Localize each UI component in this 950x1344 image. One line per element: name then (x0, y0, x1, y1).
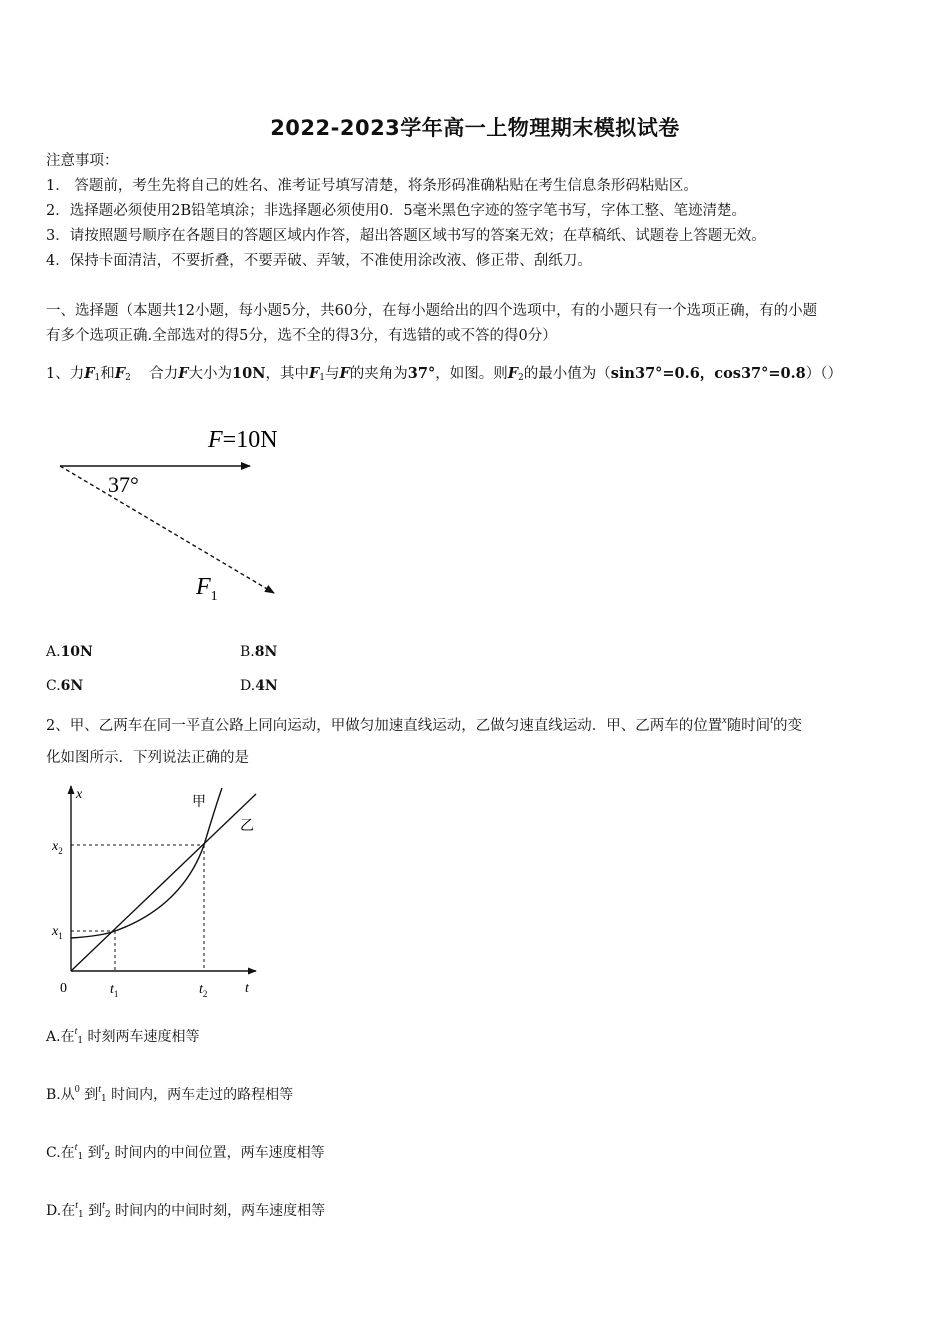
option-sym1: t (74, 1142, 78, 1153)
q2-x-symbol: x (722, 715, 727, 726)
force-f1-label: $F_1$ (196, 574, 218, 604)
origin-label: 0 (60, 981, 67, 996)
q1-f2b-sub: 2 (518, 373, 524, 383)
option-value: 6N (60, 678, 84, 694)
q2-option-a[interactable] (46, 1026, 200, 1046)
option-value: 8N (254, 644, 278, 660)
q2-text-c: 的变 (772, 718, 802, 734)
q1-magnitude: 10N (232, 365, 266, 382)
force-diagram (40, 410, 320, 610)
car-b-label: 乙 (240, 819, 254, 834)
q1-text6: ，如图。则 (435, 366, 508, 382)
q1-text3: ，其中 (265, 366, 309, 382)
q1-f2: F (114, 365, 126, 382)
q2-t-symbol: t (770, 715, 773, 726)
section-heading-line-1: 一、选择题（本题共12小题，每小题5分，共60分，在每小题给出的四个选项中，有的小题只有一个选项正确，有的小题 (46, 303, 818, 319)
option-post: 时间内的中间位置，两车速度相等 (114, 1145, 325, 1161)
q2-stem-line-1 (46, 711, 802, 736)
q1-text7: 的最小值为（ (523, 366, 611, 382)
q1-angle: 37° (407, 365, 436, 382)
q1-stem (46, 364, 842, 388)
car-a-curve (71, 788, 222, 938)
option-sym2: t (101, 1142, 105, 1153)
q1-f1b: F (308, 365, 320, 382)
option-letter: B. (46, 1087, 61, 1103)
q1-f1-sub: 1 (94, 373, 101, 383)
option-letter: A. (46, 1029, 61, 1045)
q1-text5: 的夹角为 (349, 366, 408, 382)
option-sym1-sub: 1 (77, 1036, 84, 1046)
page-title: 2022-2023学年高一上物理期末模拟试卷 (270, 116, 680, 140)
option-sym1: 0 (74, 1084, 80, 1095)
option-pre: 在 (60, 1029, 75, 1045)
q1-f1b-sub: 1 (319, 373, 325, 383)
q2-option-c[interactable] (46, 1142, 325, 1162)
q2-stem-line-2: 化如图所示．下列说法正确的是 (46, 750, 249, 766)
section-heading-line-2: 有多个选项正确.全部选对的得5分，选不全的得3分，有选错的或不答的得0分） (46, 328, 557, 344)
car-a-label: 甲 (192, 795, 206, 810)
q1-f2b: F (507, 365, 519, 382)
q2-text-b: 随时间 (726, 718, 771, 734)
t2-label: $t_2$ (199, 982, 208, 999)
q2-text-a: 2、甲、乙两车在同一平直公路上同向运动，甲做匀加速直线运动，乙做匀速直线运动．甲、乙两车的位置 (46, 718, 723, 734)
option-value: 10N (60, 644, 93, 660)
q1-f2-sub: 2 (125, 373, 131, 383)
q2-option-d[interactable] (46, 1200, 325, 1220)
q1-text8: ）（） (805, 366, 843, 382)
q1-f: F (178, 365, 189, 382)
x1-label: $x_1$ (52, 924, 63, 941)
option-sym1-sub: 1 (77, 1152, 84, 1162)
angle-label: 37° (108, 472, 139, 497)
option-mid: 到 (87, 1145, 102, 1161)
notes-item-2: 2．选择题必须使用2B铅笔填涂；非选择题必须使用0．5毫米黑色字迹的签字笔书写，字体工整、笔迹清楚。 (46, 203, 747, 219)
q1-option-a[interactable] (46, 644, 93, 660)
option-mid: 到 (84, 1087, 99, 1103)
notes-heading: 注意事项： (46, 153, 119, 169)
car-b-line (71, 794, 256, 971)
q1-option-b[interactable] (240, 644, 277, 660)
q1-number: 1、力 (46, 366, 85, 382)
option-post: 时间内，两车走过的路程相等 (111, 1087, 294, 1103)
q1-and: 和 (100, 366, 115, 382)
force-f-label: F=10N (208, 427, 278, 453)
option-letter: A. (46, 644, 61, 660)
t-axis-label: t (245, 981, 249, 996)
option-post: 时刻两车速度相等 (87, 1029, 200, 1045)
notes-item-3: 3．请按照题号顺序在各题目的答题区域内作答，超出答题区域书写的答案无效；在草稿纸、试题卷上答题无效。 (46, 228, 766, 244)
q1-option-d[interactable] (240, 678, 278, 694)
option-sym2-sub: 1 (100, 1094, 107, 1104)
option-sym2: t (102, 1200, 105, 1211)
q1-option-c[interactable] (46, 678, 83, 694)
q1-fb: F (339, 365, 350, 382)
t1-label: $t_1$ (110, 982, 119, 999)
option-letter: D. (46, 1203, 62, 1219)
option-letter: D. (240, 678, 256, 694)
notes-item-4: 4．保持卡面清洁，不要折叠，不要弄破、弄皱，不准使用涂改液、修正带、刮纸刀。 (46, 253, 592, 269)
option-value: 4N (255, 678, 278, 694)
q1-text2: 大小为 (188, 366, 233, 382)
option-pre: 在 (61, 1203, 76, 1219)
option-pre: 从 (60, 1087, 75, 1103)
q2-option-b[interactable] (46, 1084, 293, 1104)
option-letter: C. (46, 678, 61, 694)
q1-f1: F (84, 365, 95, 382)
option-sym1: t (74, 1026, 78, 1037)
xt-graph (40, 780, 280, 1002)
force-f1-arrow (60, 466, 274, 593)
option-letter: C. (46, 1145, 61, 1161)
x2-label: $x_2$ (52, 839, 63, 856)
q1-trig: sin37°=0.6，cos37°=0.8 (610, 365, 806, 382)
option-post: 时间内的中间时刻，两车速度相等 (115, 1203, 326, 1219)
option-sym2-sub: 2 (104, 1152, 111, 1162)
option-mid: 到 (88, 1203, 103, 1219)
option-sym2-sub: 2 (104, 1210, 111, 1220)
q1-text1: 合力 (149, 366, 179, 382)
option-sym1-sub: 1 (77, 1210, 84, 1220)
option-pre: 在 (60, 1145, 75, 1161)
notes-item-1: 1． 答题前，考生先将自己的姓名、准考证号填写清楚，将条形码准确粘贴在考生信息条形码粘贴区。 (46, 178, 698, 194)
option-sym2: t (98, 1084, 101, 1095)
x-axis-label: x (76, 787, 83, 802)
q1-text4: 与 (325, 366, 340, 382)
option-letter: B. (240, 644, 255, 660)
option-sym1: t (75, 1200, 78, 1211)
